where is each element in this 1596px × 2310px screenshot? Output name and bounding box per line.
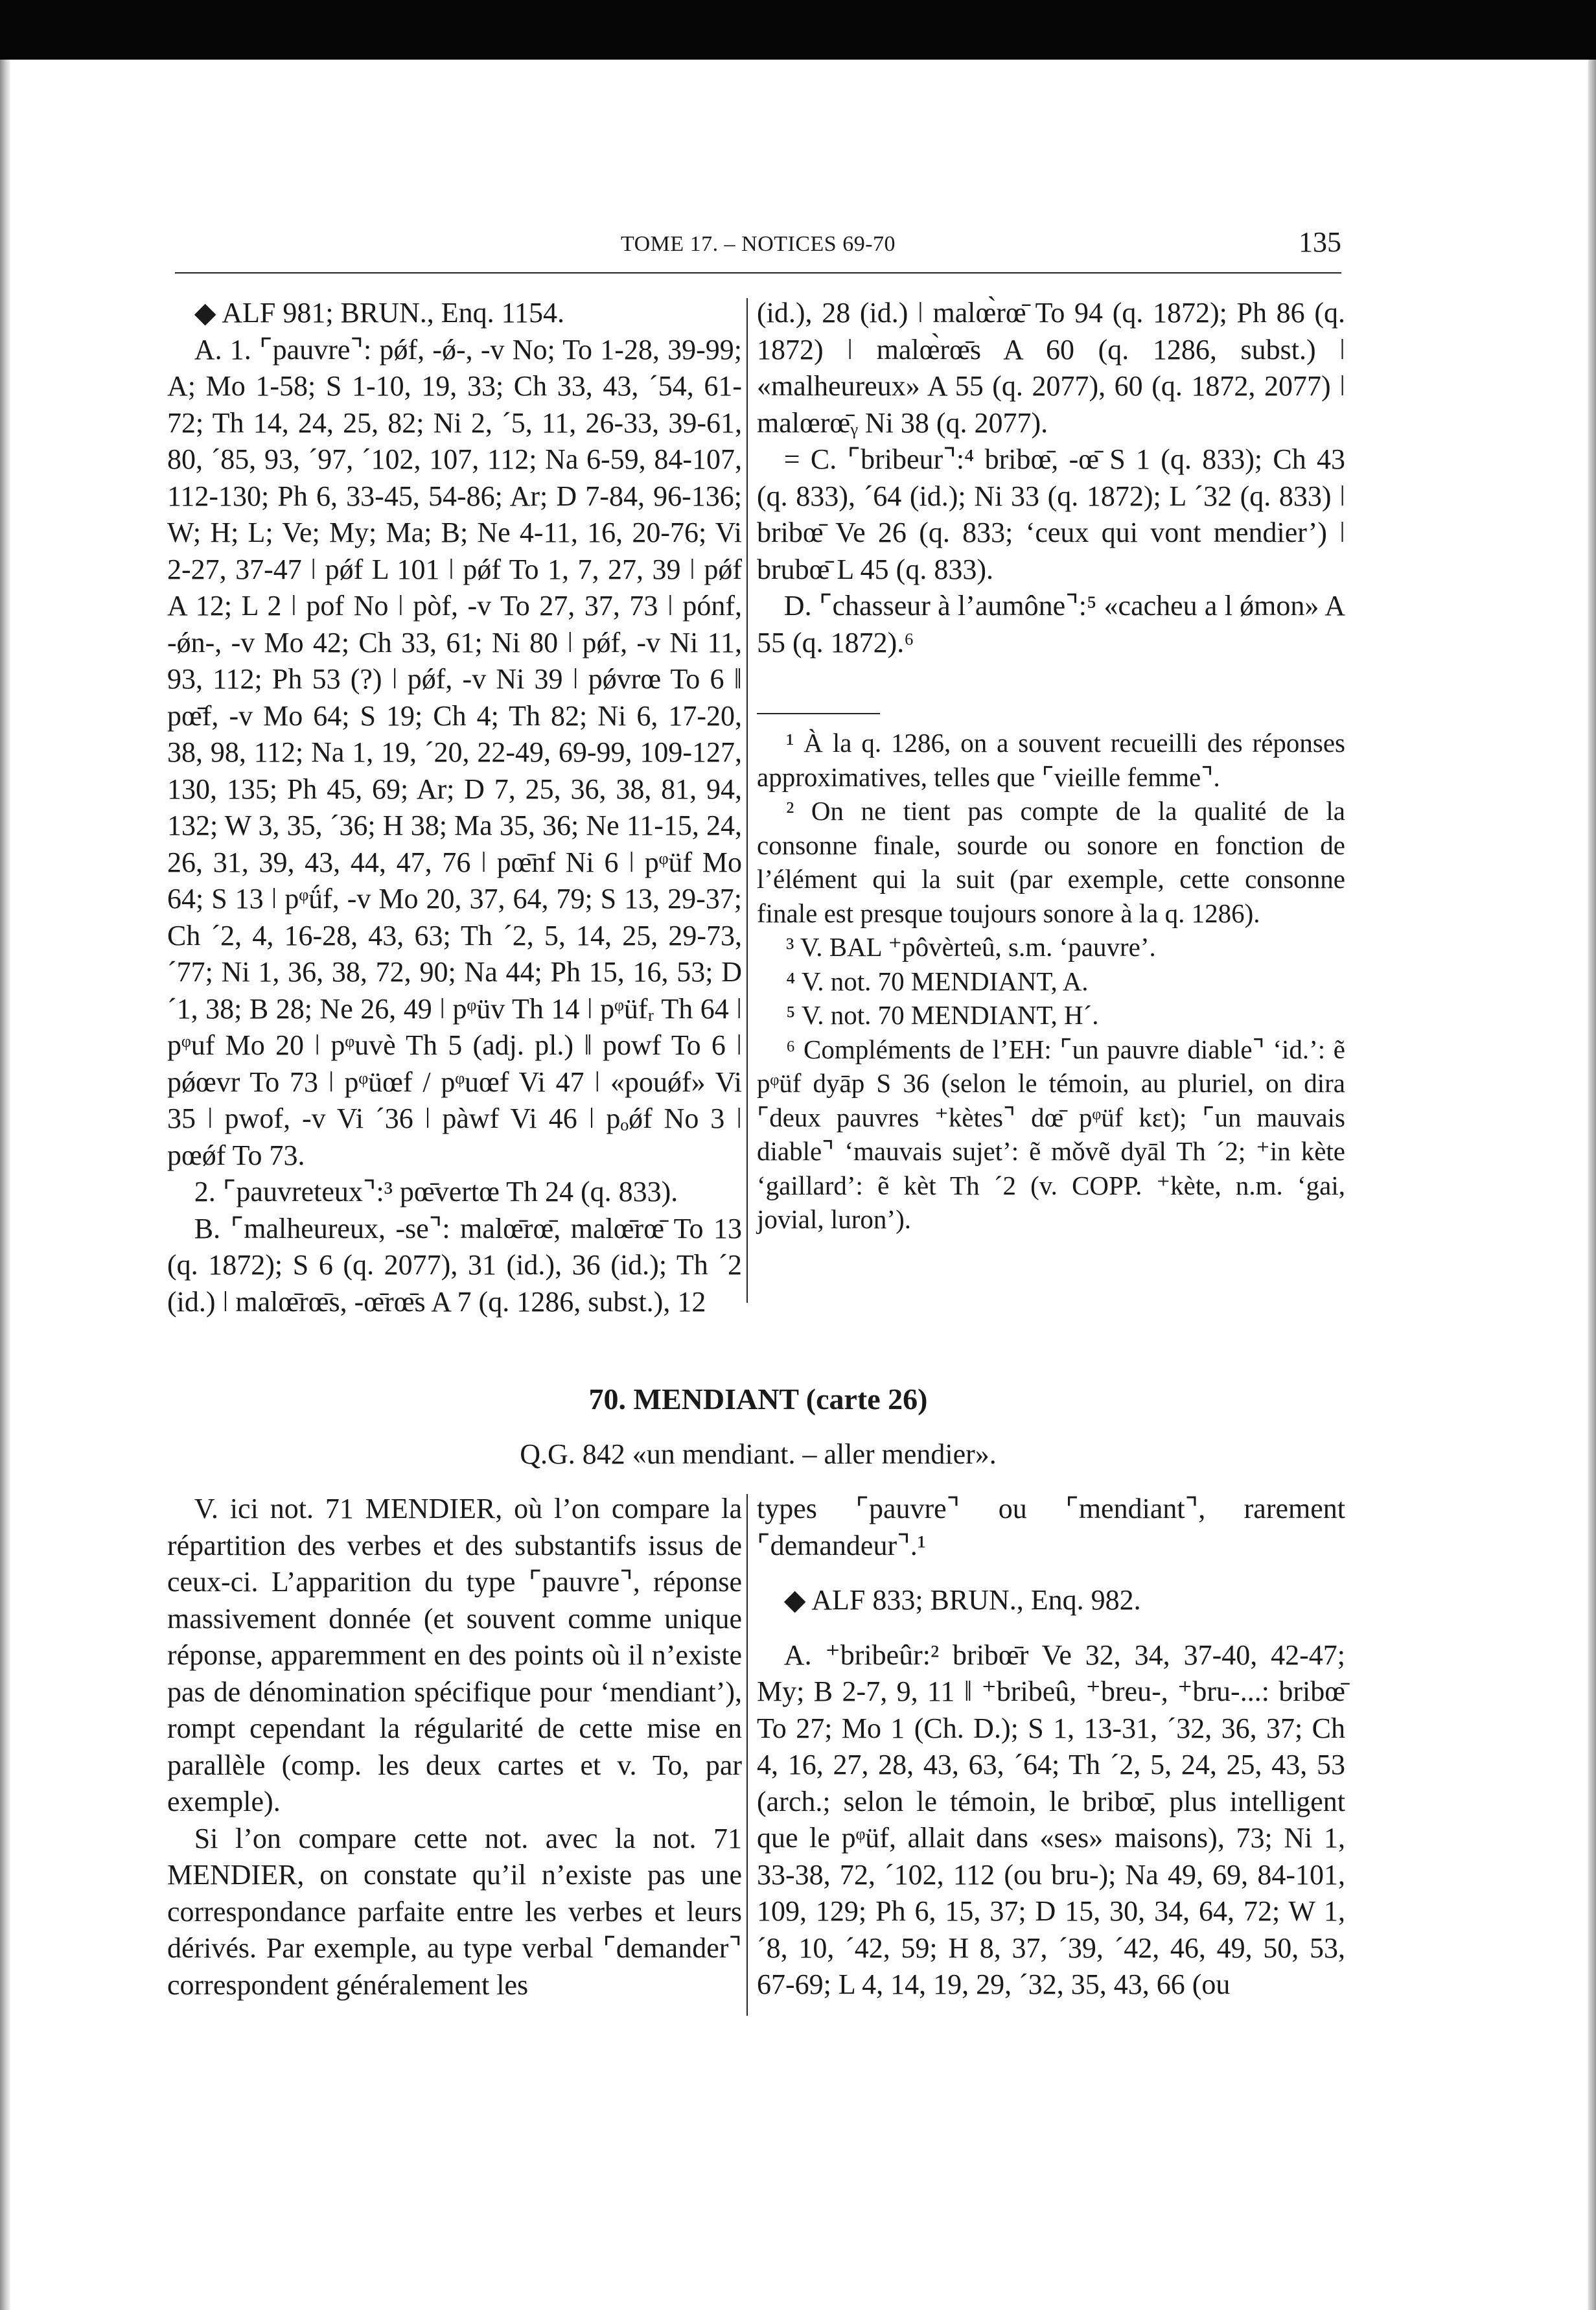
notice70-paragraph-2: Si l’on compare cette not. avec la not. 71 MENDIER, on constate qu’il n’existe pas une correspondance parfaite entre les verbes et leurs dérivés. Par exemple, au type verbal ⌜demander⌝ correspondent généralement les <box>167 1822 742 2001</box>
column-divider-top <box>746 298 748 1303</box>
running-head: TOME 17. – NOTICES 69-70 <box>620 232 896 256</box>
notice69-section-a2: 2. ⌜pauvreteux⌝:³ pœ̄vertœ Th 24 (q. 833). <box>194 1176 678 1208</box>
footnote-6: ⁶ Compléments de l’EH: ⌜un pauvre diable⌝ ‘id.’: ẽ pᵠüf dyāp S 36 (selon le témoin, au pluriel, on dira ⌜deux pauvres ⁺kètes⌝ dœ̄ pᵠüf kɛt); ⌜un mauvais diable⌝ ‘mauvais sujet’: ẽ mǒvẽ dyāl Th ´2; ⁺in kète ‘gaillard’: ẽ kèt Th ´2 (v. COPP. ⁺kète, n.m. ‘gai, jovial, luron’). <box>757 1034 1345 1234</box>
column-divider-bottom <box>746 1494 748 2016</box>
notice69-section-b-continued: (id.), 28 (id.) ǀ malœ̀rœ̄ To 94 (q. 1872); Ph 86 (q. 1872) ǀ malœ̀rœ̄s A 60 (q. 1286, subst.) ǀ «malheureux» A 55 (q. 2077), 60 (q. 1872, 2077) ǀ malœrœ̄ᵧ Ni 38 (q. 2077). <box>757 297 1345 439</box>
page-header <box>175 226 1341 271</box>
notice70-right-column <box>757 1491 1345 2003</box>
notice69-right-column <box>757 295 1345 661</box>
scan-right-edge <box>1588 60 1596 2310</box>
scan-top-border <box>0 0 1596 60</box>
footnote-4: ⁴ V. not. 70 MENDIANT, A. <box>786 966 1089 996</box>
notice69-section-d: D. ⌜chasseur à l’aumône⌝:⁵ «cacheu a l ǿmon» A 55 (q. 1872).⁶ <box>757 590 1345 659</box>
notice69-section-a1: A. 1. ⌜pauvre⌝: pǿf, -ǿ-, -v No; To 1-28, 39-99; A; Mo 1-58; S 1-10, 19, 33; Ch 33, 43, ´54, 61-72; Th 14, 24, 25, 82; Ni 2, ´5, 11, 26-33, 39-61, 80, ´85, 93, ´97, ´102, 107, 112; Na 6-59, 84-107, 112-130; Ph 6, 33-45, 54-86; Ar; D 7-84, 96-136; W; H; L; Ve; My; Ma; B; Ne 4-11, 16, 20-76; Vi 2-27, 37-47 ǀ pǿf L 101 ǀ pǿf To 1, 7, 27, 39 ǀ pǿf A 12; L 2 ǀ pof No ǀ pòf, -v To 27, 37, 73 ǀ pónf, -ǿn-, -v Mo 42; Ch 33, 61; Ni 80 ǀ pǿf, -v Ni 11, 93, 112; Ph 53 (?) ǀ pǿf, -v Ni 39 ǀ pǿvrœ To 6 ǁ pœ̄f, -v Mo 64; S 19; Ch 4; Th 82; Ni 6, 17-20, 38, 98, 112; Na 1, 19, ´20, 22-49, 69-99, 109-127, 130, 135; Ph 45, 69; Ar; D 7, 25, 36, 38, 81, 94, 132; W 3, 35, ´36; H 38; Ma 35, 36; Ne 11-15, 24, 26, 31, 39, 43, 44, 47, 76 ǀ pœ̄nf Ni 6 ǀ pᵠüf Mo 64; S 13 ǀ pᵠǘf, -v Mo 20, 37, 64, 79; S 13, 29-37; Ch ´2, 4, 16-28, 43, 63; Th ´2, 5, 14, 25, 29-73, ´77; Ni 1, 36, 38, 72, 90; Na 44; Ph 15, 16, 53; D ´1, 38; B 28; Ne 26, 49 ǀ pᵠüv Th 14 ǀ pᵠüfᵣ Th 64 ǀ pᵠuf Mo 20 ǀ pᵠuvè Th 5 (adj. pl.) ǁ powf To 6 ǀ pǿœvr To 73 ǀ pᵠüœf / pᵠuœf Vi 47 ǀ «pouǿf» Vi 35 ǀ pwof, -v Vi ´36 ǀ pàwf Vi 46 ǀ pₒǿf No 3 ǀ pœǿf To 73. <box>167 333 742 1171</box>
notice70-question: Q.G. 842 «un mendiant. – aller mendier». <box>520 1438 997 1470</box>
footnotes <box>757 726 1345 1237</box>
footnote-1: ¹ À la q. 1286, on a souvent recueilli des réponses approximatives, telles que ⌜vieille femme⌝. <box>757 728 1345 792</box>
notice70-title: 70. MENDIANT (carte 26) <box>588 1382 928 1416</box>
notice70-paragraph-1: V. ici not. 71 MENDIER, où l’on compare la répartition des verbes et des substantifs issus de ceux-ci. L’apparition du type ⌜pauvre⌝, réponse massivement donnée (et souvent comme unique réponse, apparemment en des points où il n’existe pas de dénomination spécifique pour ‘mendiant’), rompt cependant la régularité de cette mise en parallèle (comp. les deux cartes et v. To, par exemple). <box>167 1493 742 1817</box>
footnote-2: ² On ne tient pas compte de la qualité de la consonne finale, sourde ou sonore en fonction de l’élément qui la suit (par exemple, cette consonne finale est presque toujours sonore à la q. 1286). <box>757 796 1345 928</box>
notice70-section-a: A. ⁺bribeûr:² bribœ̄r Ve 32, 34, 37-40, 42-47; My; B 2-7, 9, 11 ǁ ⁺bribeû, ⁺breu-, ⁺bru-...: bribœ̄ To 27; Mo 1 (Ch. D.); S 1, 13-31, ´32, 36, 37; Ch 4, 16, 27, 28, 43, 63, ´64; Th ´2, 5, 24, 25, 43, 53 (arch.; selon le témoin, le bribœ̄, plus intelligent que le pᵠüf, allait dans «ses» maisons), 73; Ni 1, 33-38, 72, ´102, 112 (ou bru-); Na 49, 69, 84-101, 109, 129; Ph 6, 15, 37; D 15, 30, 34, 64, 72; W 1, ´8, 10, ´42, 59; H 8, 37, ´39, ´42, 46, 49, 50, 53, 67-69; L 4, 14, 19, 29, ´32, 35, 43, 66 (ou <box>757 1639 1345 2000</box>
notice69-section-b: B. ⌜malheureux, -se⌝: malœ̄rœ̄, malœ̄rœ̄ To 13 (q. 1872); S 6 (q. 2077), 31 (id.), 36 (id.); Th ´2 (id.) ǀ malœ̄rœ̄s, -œ̄rœ̄s A 7 (q. 1286, subst.), 12 <box>167 1212 742 1318</box>
footnote-3: ³ V. BAL ⁺pôvèrteû, s.m. ‘pauvre’. <box>786 932 1156 962</box>
notice70-paragraph-2-continued: types ⌜pauvre⌝ ou ⌜mendiant⌝, rarement ⌜demandeur⌝.¹ <box>757 1493 1345 1561</box>
header-rule <box>175 272 1341 274</box>
notice69-section-c: = C. ⌜bribeur⌝:⁴ bribœ̄, -œ̄ S 1 (q. 833); Ch 43 (q. 833), ´64 (id.); Ni 33 (q. 1872); L ´32 (q. 833) ǀ bribœ̄ Ve 26 (q. 833; ‘ceux qui vont mendier’) ǀ brubœ̄ L 45 (q. 833). <box>757 443 1345 585</box>
footnote-5: ⁵ V. not. 70 MENDIANT, H´. <box>786 1000 1099 1030</box>
footnote-rule <box>757 713 880 714</box>
page-number: 135 <box>1299 226 1341 258</box>
notice69-alf-reference: ◆ ALF 981; BRUN., Enq. 1154. <box>194 297 565 329</box>
scan-left-edge <box>0 60 10 2310</box>
notice69-left-column <box>167 295 742 1320</box>
notice70-alf-reference: ◆ ALF 833; BRUN., Enq. 982. <box>783 1584 1141 1616</box>
notice70-left-column <box>167 1491 742 2003</box>
